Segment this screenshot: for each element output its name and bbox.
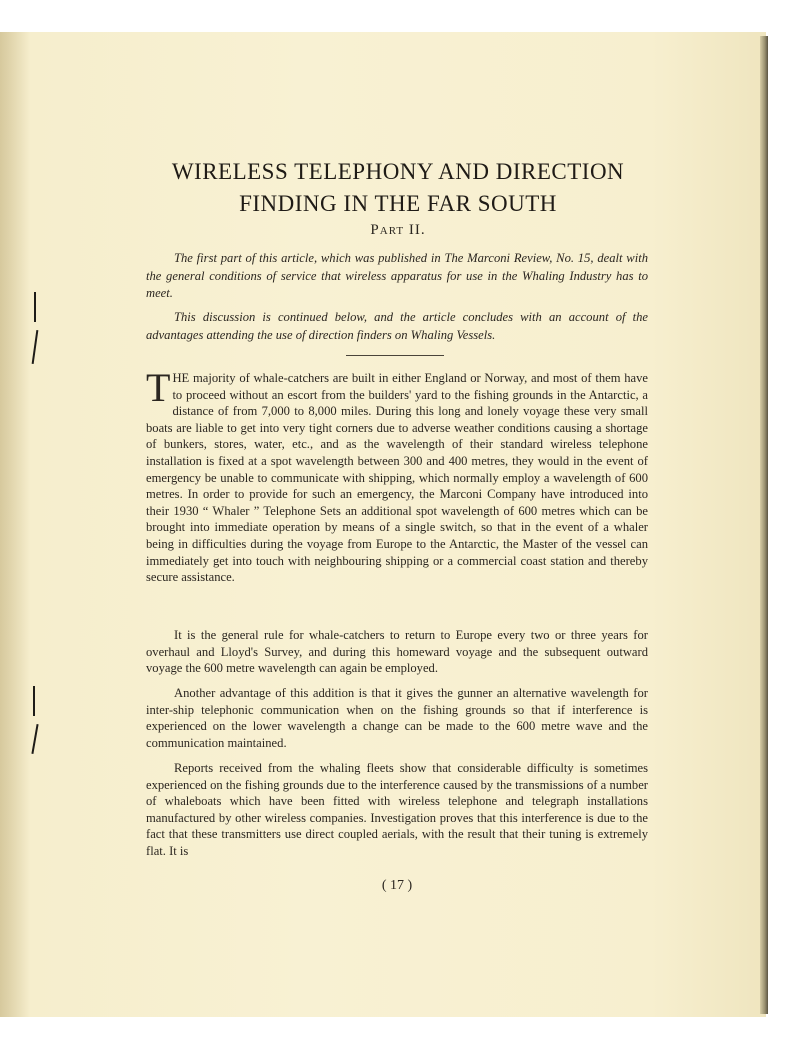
article-title-line-1: WIRELESS TELEPHONY AND DIRECTION (171, 159, 625, 184)
staple-mark (33, 686, 35, 716)
body-paragraph-3: Another advantage of this addition is that it gives the gunner an alternative wavelength for inter-ship telephonic communication when on the fishing grounds so that if interference is experienced on the lower wavelength a change can be made to the 600 metre wave and the communication maintained. (146, 686, 648, 750)
article-title-line-2: FINDING IN THE FAR SOUTH (239, 191, 557, 216)
page-number: ( 17 ) (381, 878, 413, 893)
section-divider (346, 355, 444, 356)
part-heading: Part II. (370, 222, 426, 238)
staple-mark (34, 292, 36, 322)
page-edge (760, 36, 768, 1014)
body-paragraph-2: It is the general rule for whale-catchers to return to Europe every two or three years for overhaul and Lloyd's Survey, and during this homeward voyage and the subsequent outward voyage the 600 metre wavelength can again be employed. (146, 628, 648, 676)
body-paragraph-1 (146, 365, 648, 586)
drop-cap: T (146, 365, 171, 410)
intro-paragraph-1: The first part of this article, which was published in The Marconi Review, No. 15, dealt with the general conditions of service that wireless apparatus for use in the Whaling Industry has to meet. (146, 251, 648, 300)
body-paragraph-4: Reports received from the whaling fleets show that considerable difficulty is sometimes experienced on the fishing grounds due to the interference caused by the transmissions of a number of whaleboats which have been fitted with wireless telephone and telegraph installations manufactured by other wireless companies. Investigation proves that this interference is due to the fact that these transmitters use direct coupled aerials, with the result that their tuning is extremely flat. It is (146, 761, 648, 858)
body-paragraph-1-text: HE majority of whale-catchers are built in either England or Norway, and most of them have to proceed without an escort from the builders' yard to the fishing grounds in the Antarctic, a distance of from 7,000 to 8,000 miles. During this long and lonely voyage these very small boats are liable to get into very tight corners due to adverse weather conditions causing a shortage of bunkers, stores, water, etc., and as the wavelength of their standard wireless telephone installation is fixed at a spot wavelength between 300 and 400 metres, they would in the event of emergency be unable to communicate with shipping, which normally employ a wavelength of 600 metres. In order to provide for such an emergency, the Marconi Company have introduced into their 1930 “ Whaler ” Telephone Sets an additional spot wavelength of 600 metres which can be brought into immediate operation by means of a single switch, so that in the event of a whaler being in difficulties during the voyage from Europe to the Antarctic, the Master of the vessel can immediately get into touch with neighbouring shipping or a commercial coast station and thereby secure assistance. (146, 371, 648, 585)
intro-paragraph-2: This discussion is continued below, and the article concludes with an account of the advantages attending the use of direction finders on Whaling Vessels. (146, 310, 648, 342)
spine-shadow (0, 32, 30, 1017)
